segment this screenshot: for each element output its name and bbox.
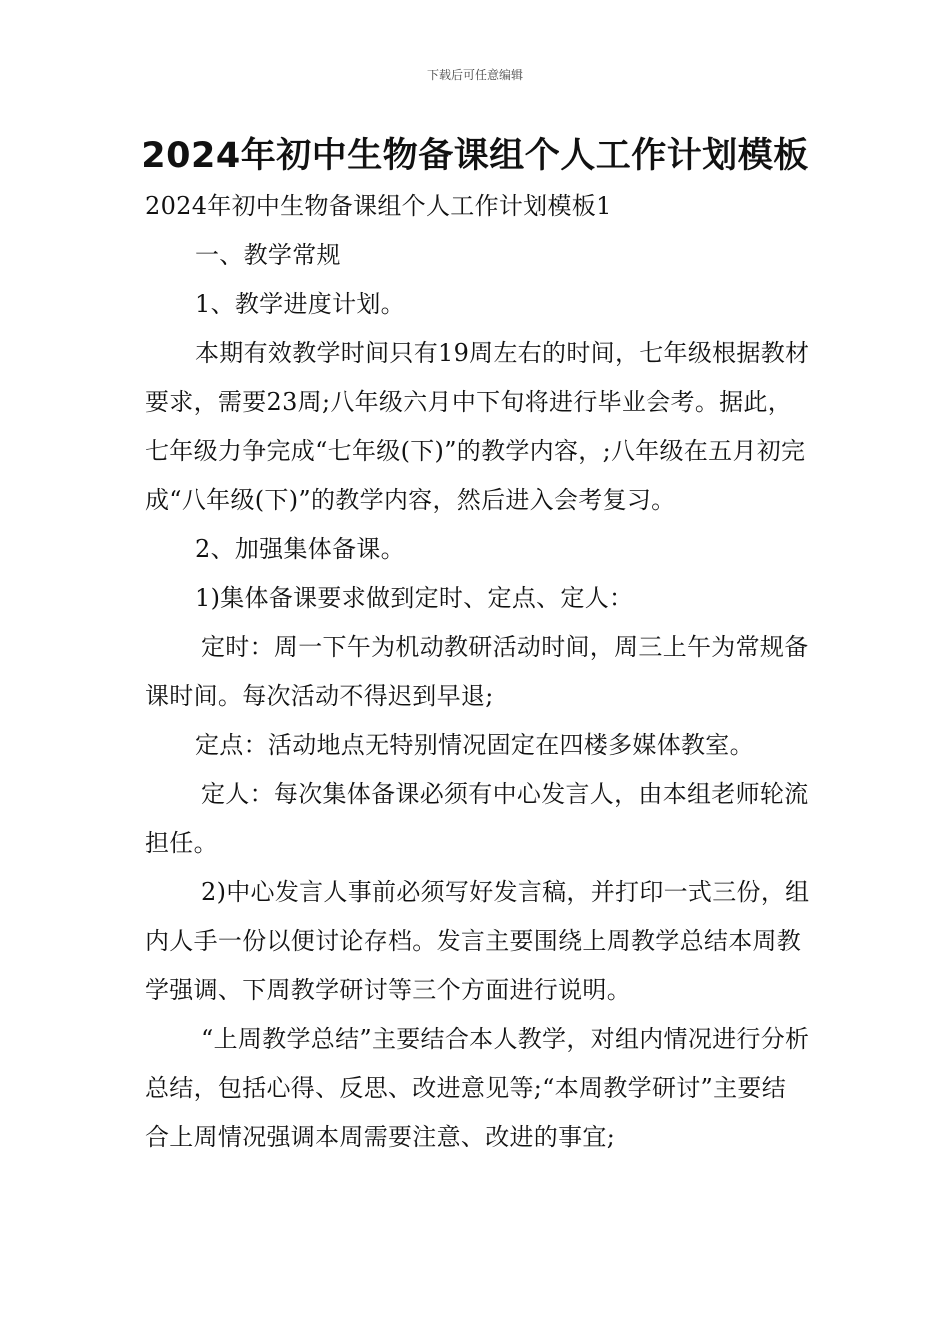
paragraph-schedule: 本期有效教学时间只有19周左右的时间，七年级根据教材要求，需要23周;八年级六月中下旬将进行毕业会考。据此，七年级力争完成“七年级(下)”的教学内容，;八年级在五月初完成“八年级(下)”的教学内容，然后进入会考复习。 (145, 339, 810, 514)
item-heading-2: 2、加强集体备课。 (195, 535, 405, 563)
paragraph-fixed-place: 定点：活动地点无特别情况固定在四楼多媒体教室。 (195, 731, 754, 759)
header-note: 下载后可任意编辑 (426, 68, 523, 82)
subtitle: 2024年初中生物备课组个人工作计划模板1 (145, 192, 612, 220)
paragraph-fixed-time: 定时：周一下午为机动教研活动时间，周三上午为常规备课时间。每次活动不得迟到早退; (145, 633, 809, 710)
item-heading-1: 1、教学进度计划。 (195, 290, 405, 318)
paragraph-summary: “上周教学总结”主要结合本人教学，对组内情况进行分析总结，包括心得、反思、改进意见等;“本周教学研讨”主要结合上周情况强调本周需要注意、改进的事宜; (145, 1025, 810, 1151)
section-heading-1: 一、教学常规 (195, 241, 341, 269)
document-body (145, 182, 810, 1162)
paragraph-fixed-person: 定人：每次集体备课必须有中心发言人，由本组老师轮流担任。 (145, 780, 809, 857)
item-heading-2-1: 1)集体备课要求做到定时、定点、定人： (195, 584, 634, 612)
item-heading-2-2: 2)中心发言人事前必须写好发言稿，并打印一式三份，组内人手一份以便讨论存档。发言主要围绕上周教学总结本周教学强调、下周教学研讨等三个方面进行说明。 (145, 878, 810, 1004)
document-title: 2024年初中生物备课组个人工作计划模板 (141, 136, 809, 176)
